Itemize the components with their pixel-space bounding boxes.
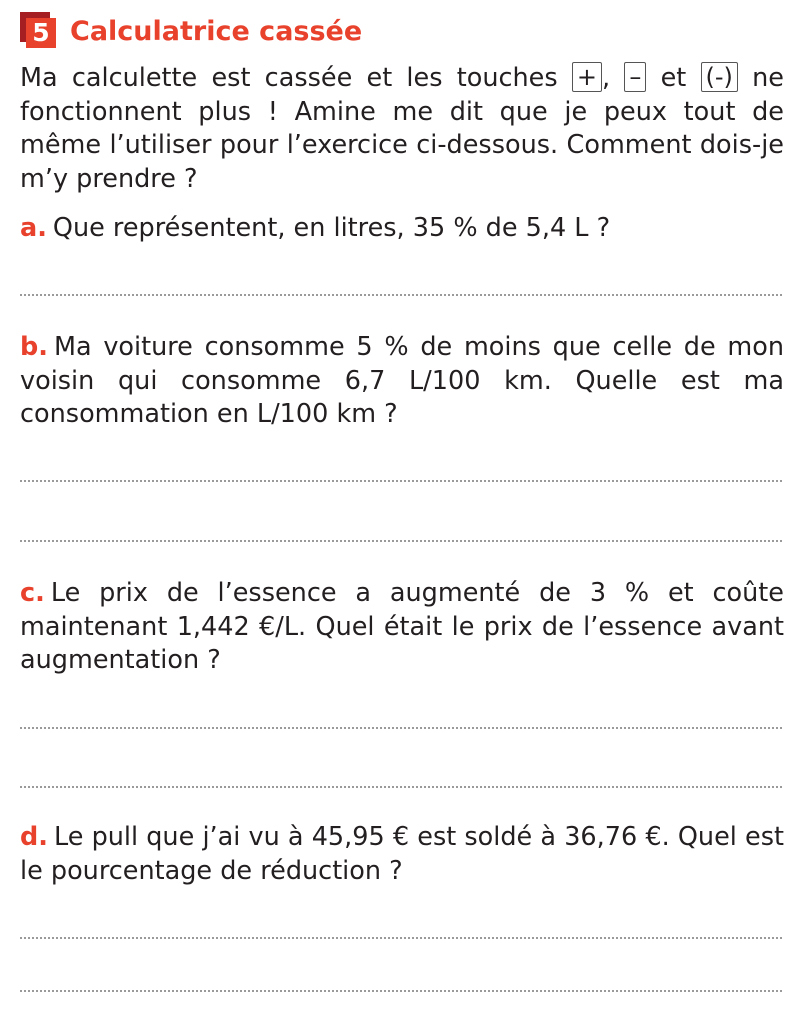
exercise-intro — [20, 62, 784, 196]
question-b-text: Ma voiture consomme 5 % de moins que celle de mon voisin qui consomme 6,7 L/100 km. Quelle est ma consommation en L/100 km ? — [20, 332, 784, 429]
minus-key: – — [624, 62, 646, 92]
question-b-letter: b. — [20, 332, 48, 362]
question-d-text: Le pull que j’ai vu à 45,95 € est soldé à 36,76 €. Quel est le pourcentage de réduction ? — [20, 822, 784, 886]
intro-text-after: ne fonctionnent plus ! Amine me dit que je peux tout de même l’utiliser pour l’exercice ci-dessous. Comment dois-je m’y prendre ? — [20, 63, 784, 194]
exercise-number-badge — [20, 12, 60, 52]
intro-text-before: Ma calculette est cassée et les touches — [20, 63, 572, 93]
plus-key: + — [572, 62, 602, 92]
exercise-header — [20, 10, 784, 54]
intro-separator-2: et — [646, 63, 701, 93]
answer-line-c-2[interactable] — [20, 786, 782, 788]
answer-line-d-1[interactable] — [20, 937, 782, 939]
question-d-letter: d. — [20, 822, 48, 852]
question-a-text: Que représentent, en litres, 35 % de 5,4 L ? — [52, 213, 611, 243]
exercise-title: Calculatrice cassée — [70, 16, 363, 47]
answer-line-d-2[interactable] — [20, 990, 782, 992]
question-c-letter: c. — [20, 578, 45, 608]
exercise-number: 5 — [26, 18, 56, 48]
intro-separator-1: , — [602, 63, 625, 93]
question-a — [20, 212, 784, 246]
answer-line-b-2[interactable] — [20, 540, 782, 542]
question-c-text: Le prix de l’essence a augmenté de 3 % et coûte maintenant 1,442 €/L. Quel était le prix de l’essence avant augmentation ? — [20, 578, 784, 675]
answer-line-c-1[interactable] — [20, 727, 782, 729]
answer-line-a-1[interactable] — [20, 294, 782, 296]
negative-key: (-) — [701, 62, 738, 92]
question-a-letter: a. — [20, 213, 47, 243]
exercise-page — [20, 10, 784, 196]
question-c — [20, 577, 784, 678]
answer-line-b-1[interactable] — [20, 480, 782, 482]
question-b — [20, 331, 784, 432]
question-d — [20, 821, 784, 888]
